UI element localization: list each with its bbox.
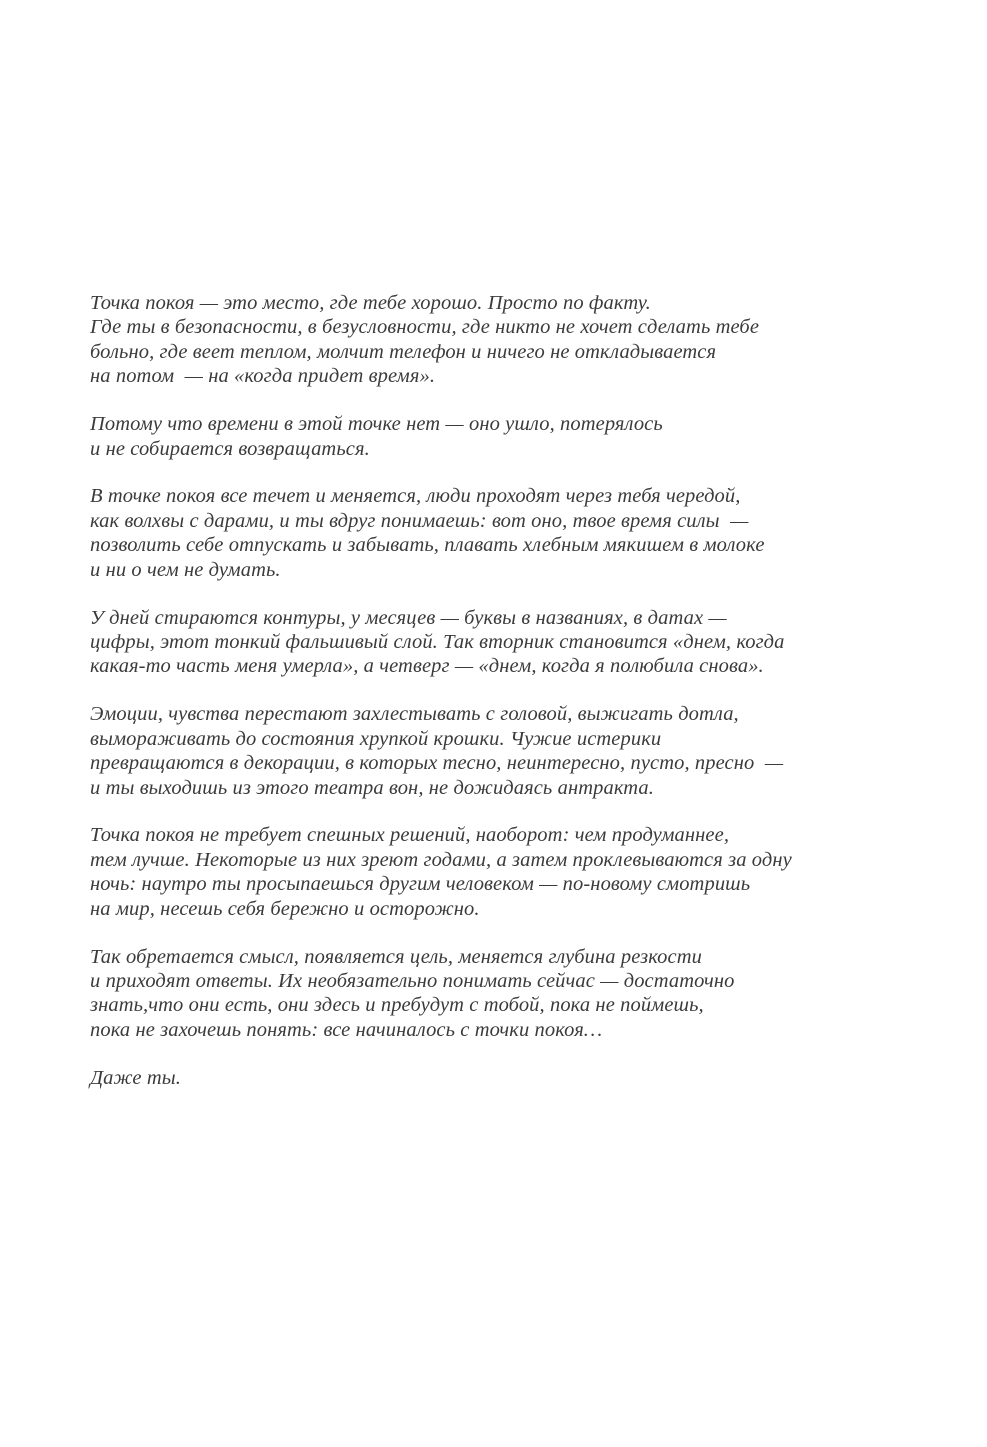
paragraph-5: Эмоции, чувства перестают захлестывать с головой, выжигать дотла, вымораживать до состояния хрупкой крошки. Чужие истерики превращаются в декорации, в которых тесно, неинтересно, пусто, пресно — и ты выходишь из этого театра вон, не дожидаясь антракта. <box>90 703 784 799</box>
paragraph-3: В точке покоя все течет и меняется, люди проходят через тебя чередой, как волхвы с дарами, и ты вдруг понимаешь: вот оно, твое время силы — позволить себе отпускать и забывать, плавать хлебным мякишем в молоке и ни о чем не думать. <box>90 485 765 581</box>
paragraph-6: Точка покоя не требует спешных решений, наоборот: чем продуманнее, тем лучше. Некоторые из них зреют годами, а затем проклевываются за одну ночь: наутро ты просыпаешься другим человеком — по-новому смотришь на мир, несешь себя бережно и осторожно. <box>90 824 792 920</box>
paragraph-4: У дней стираются контуры, у месяцев — буквы в названиях, в датах — цифры, этот тонкий фальшивый слой. Так вторник становится «днем, когда какая-то часть меня умерла», а четверг — «днем, когда я полюбила снова». <box>90 606 785 678</box>
page-text-block <box>90 291 920 1090</box>
paragraph-2: Потому что времени в этой точке нет — оно ушло, потерялось и не собирается возвращаться. <box>90 413 663 460</box>
paragraph-7: Так обретается смысл, появляется цель, меняется глубина резкости и приходят ответы. Их необязательно понимать сейчас — достаточно знать,что они есть, они здесь и пребудут с тобой, пока не поймешь, пока не захочешь понять: все начиналось с точки покоя… <box>90 945 735 1041</box>
paragraph-1: Точка покоя — это место, где тебе хорошо. Просто по факту. Где ты в безопасности, в безусловности, где никто не хочет сделать тебе больно, где веет теплом, молчит телефон и ничего не откладывается на потом — на «когда придет время». <box>90 292 760 388</box>
paragraph-8: Даже ты. <box>90 1066 181 1089</box>
